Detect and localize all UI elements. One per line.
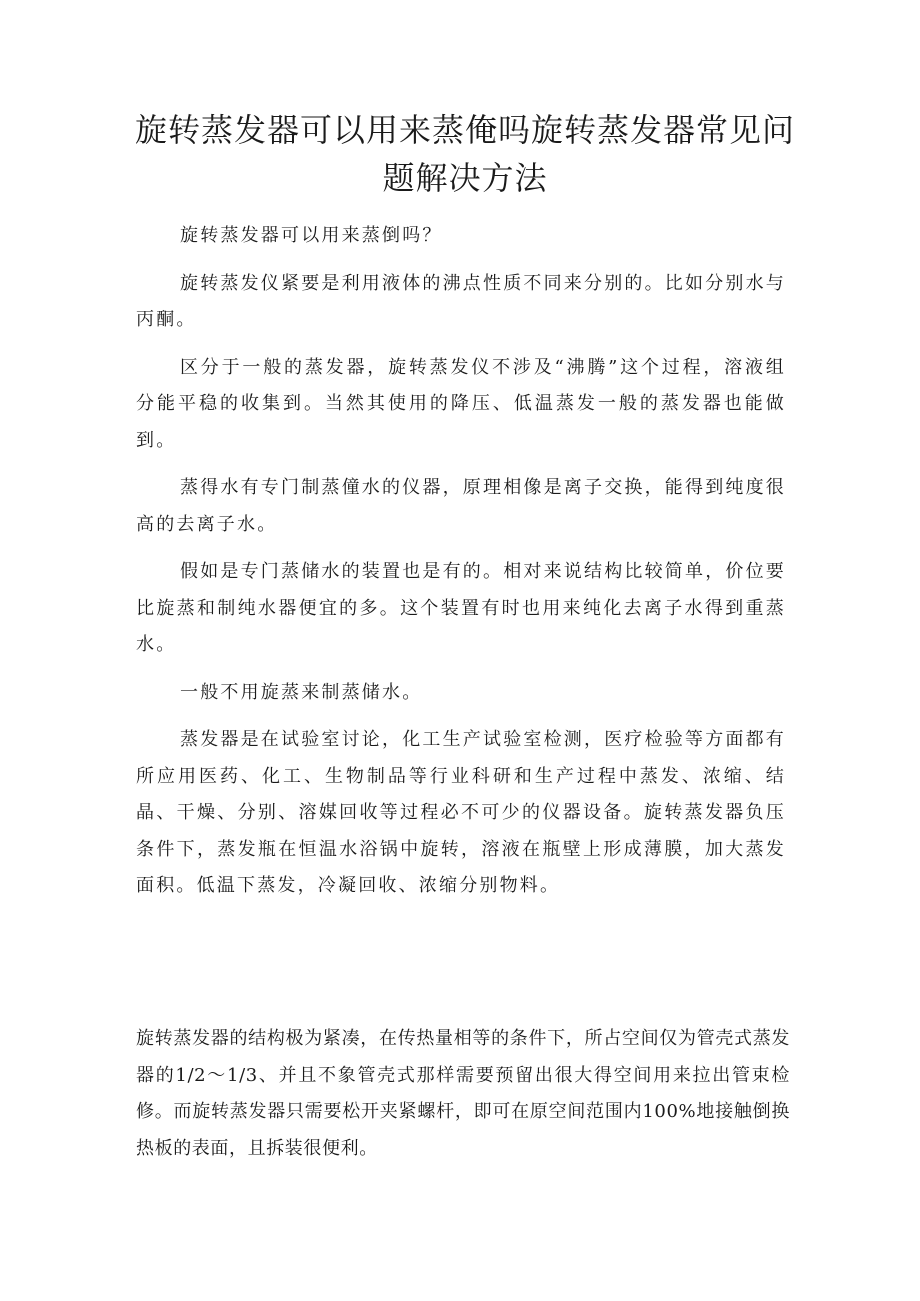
paragraph-distilled-water: 蒸得水有专门制蒸僮水的仪器，原理相像是离子交换，能得到纯度很高的去离子水。 (136, 477, 786, 535)
paragraph-question: 旋转蒸发器可以用来蒸倒吗？ (180, 225, 443, 246)
paragraph-not-used: 一般不用旋蒸来制蒸储水。 (180, 681, 423, 703)
paragraph-dedicated-device: 假如是专门蒸储水的装置也是有的。相对来说结构比较简单，价位要比旋蒸和制纯水器便宜的多。这个装置有时也用来纯化去离子水得到重蒸水。 (136, 561, 786, 655)
document-body (136, 218, 786, 905)
document-section-structure (136, 1021, 790, 1167)
paragraph-principle: 旋转蒸发仪紧要是利用液体的沸点性质不同来分别的。比如分别水与丙酮。 (136, 272, 786, 330)
document-title: 旋转蒸发器可以用来蒸俺吗旋转蒸发器常见问题解决方法 (134, 111, 795, 197)
paragraph-applications: 蒸发器是在试验室讨论，化工生产试验室检测，医疗检验等方面都有所应用医药、化工、生物制品等行业科研和生产过程中蒸发、浓缩、结晶、干燥、分别、溶媒回收等过程必不可少的仪器设备。旋转蒸发器负压条件下，蒸发瓶在恒温水浴锅中旋转，溶液在瓶壁上形成薄膜，加大蒸发面积。低温下蒸发，冷凝回收、浓缩分别物料。 (136, 729, 786, 896)
paragraph-difference: 区分于一般的蒸发器，旋转蒸发仪不涉及“沸腾”这个过程，溶液组分能平稳的收集到。当然其使用的降压、低温蒸发一般的蒸发器也能做到。 (136, 356, 786, 451)
paragraph-structure: 旋转蒸发器的结构极为紧凑，在传热量相等的条件下，所占空间仅为管壳式蒸发器的1/2～1/3、并且不象管壳式那样需要预留出很大得空间用来拉出管束检修。而旋转蒸发器只需要松开夹紧螺杆，即可在原空间范围内100%地接触倒换热板的表面，且拆装很便利。 (136, 1028, 790, 1159)
